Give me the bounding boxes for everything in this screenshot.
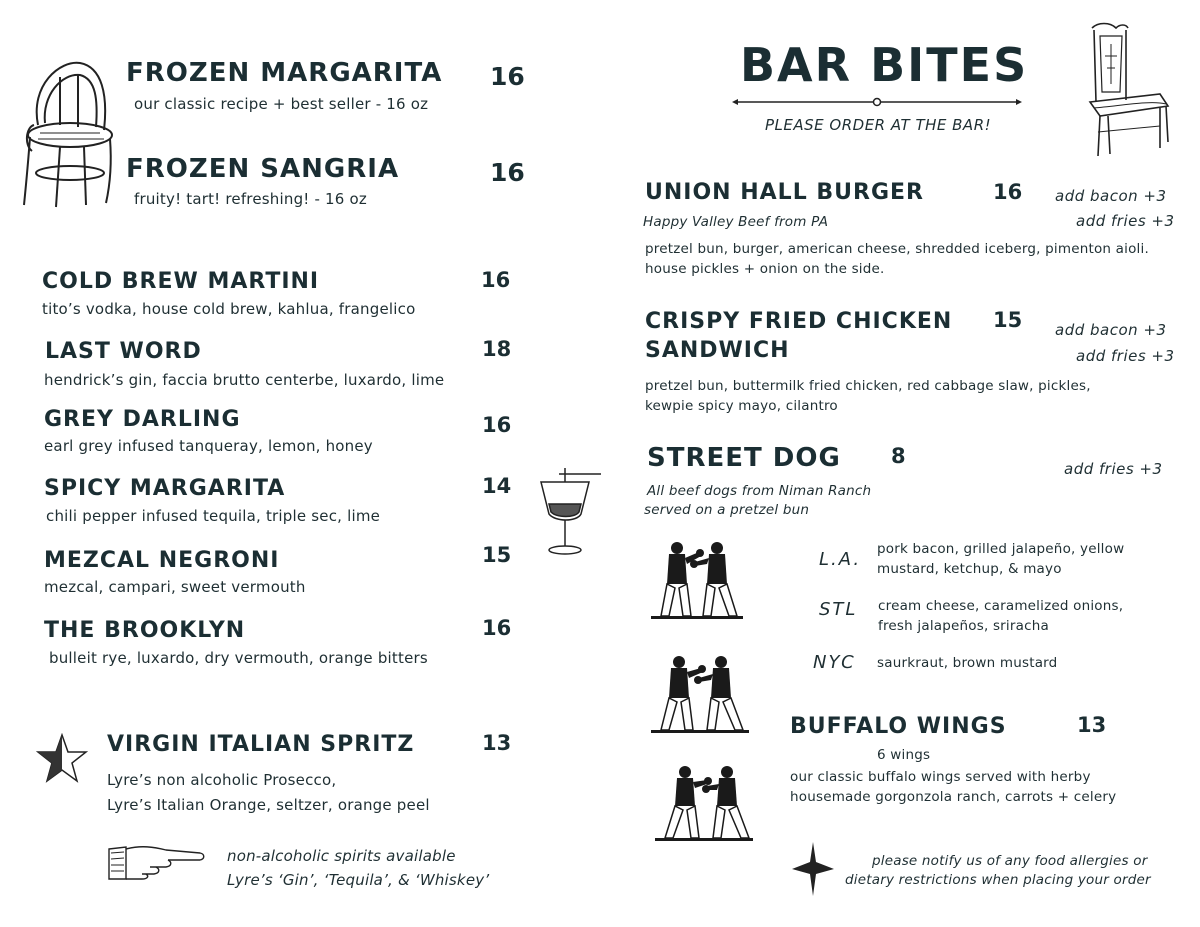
cocktail-glass-icon bbox=[535, 466, 601, 556]
food-source: Happy Valley Beef from PA bbox=[643, 214, 829, 230]
food-name: SANDWICH bbox=[645, 338, 790, 363]
food-description: housemade gorgonzola ranch, carrots + celery bbox=[790, 789, 1117, 805]
drink-description: our classic recipe + best seller - 16 oz bbox=[134, 95, 429, 113]
dog-style-description: saurkraut, brown mustard bbox=[877, 655, 1058, 671]
ornate-chair-icon bbox=[1080, 22, 1172, 162]
dog-style-description: cream cheese, caramelized onions, bbox=[878, 598, 1124, 614]
drink-price: 16 bbox=[490, 158, 525, 187]
drink-description: Lyre’s non alcoholic Prosecco, bbox=[107, 771, 337, 789]
food-name: UNION HALL BURGER bbox=[645, 180, 924, 205]
boxers-icon bbox=[647, 538, 747, 620]
food-description: our classic buffalo wings served with herby bbox=[790, 769, 1091, 785]
addon-fries: add fries +3 bbox=[1076, 212, 1175, 230]
dog-style-description: pork bacon, grilled jalapeño, yellow bbox=[877, 541, 1125, 557]
drink-description: earl grey infused tanqueray, lemon, honey bbox=[44, 437, 373, 455]
drink-description: chili pepper infused tequila, triple sec, lime bbox=[46, 507, 381, 525]
na-note: Lyre’s ‘Gin’, ‘Tequila’, & ‘Whiskey’ bbox=[227, 871, 490, 889]
addon-fries: add fries +3 bbox=[1064, 460, 1163, 478]
food-source: served on a pretzel bun bbox=[644, 502, 810, 518]
dog-style-description: mustard, ketchup, & mayo bbox=[877, 561, 1062, 577]
drink-price: 16 bbox=[482, 616, 512, 640]
drink-name: MEZCAL NEGRONI bbox=[44, 548, 280, 573]
food-price: 13 bbox=[1077, 713, 1107, 737]
dog-style-description: fresh jalapeños, sriracha bbox=[878, 618, 1049, 634]
dog-style-city: L.A. bbox=[819, 549, 862, 570]
star-icon bbox=[36, 733, 88, 785]
food-description: kewpie spicy mayo, cilantro bbox=[645, 398, 838, 414]
drink-description: tito’s vodka, house cold brew, kahlua, frangelico bbox=[42, 300, 416, 318]
food-count: 6 wings bbox=[877, 747, 931, 763]
food-price: 15 bbox=[993, 308, 1023, 332]
na-note: non-alcoholic spirits available bbox=[227, 847, 456, 865]
food-description: house pickles + onion on the side. bbox=[645, 261, 885, 277]
food-description: pretzel bun, buttermilk fried chicken, red cabbage slaw, pickles, bbox=[645, 378, 1091, 394]
drink-price: 16 bbox=[490, 62, 525, 91]
allergy-note: dietary restrictions when placing your order bbox=[845, 872, 1151, 888]
drink-description: Lyre’s Italian Orange, seltzer, orange peel bbox=[107, 796, 430, 814]
boxers-icon bbox=[645, 652, 755, 734]
drink-name: FROZEN MARGARITA bbox=[126, 58, 443, 88]
addon-bacon: add bacon +3 bbox=[1055, 321, 1167, 339]
drink-description: bulleit rye, luxardo, dry vermouth, orange bitters bbox=[49, 649, 428, 667]
dog-style-city: STL bbox=[819, 599, 858, 620]
food-name: BUFFALO WINGS bbox=[790, 714, 1007, 739]
drink-name: GREY DARLING bbox=[44, 407, 241, 432]
page-subtitle: PLEASE ORDER AT THE BAR! bbox=[765, 116, 992, 134]
food-source: All beef dogs from Niman Ranch bbox=[647, 483, 872, 499]
drink-price: 15 bbox=[482, 543, 512, 567]
page-title: BAR BITES bbox=[740, 38, 1029, 92]
food-description: pretzel bun, burger, american cheese, shredded iceberg, pimenton aioli. bbox=[645, 241, 1149, 257]
drink-price: 14 bbox=[482, 474, 512, 498]
drink-name: LAST WORD bbox=[45, 339, 202, 364]
drink-description: hendrick’s gin, faccia brutto centerbe, luxardo, lime bbox=[44, 371, 445, 389]
addon-bacon: add bacon +3 bbox=[1055, 187, 1167, 205]
drink-description: mezcal, campari, sweet vermouth bbox=[44, 578, 306, 596]
addon-fries: add fries +3 bbox=[1076, 347, 1175, 365]
drink-name: SPICY MARGARITA bbox=[44, 476, 286, 501]
burst-star-icon bbox=[792, 842, 834, 896]
allergy-note: please notify us of any food allergies or bbox=[872, 853, 1148, 869]
drink-name: THE BROOKLYN bbox=[44, 618, 246, 643]
drink-name: COLD BREW MARTINI bbox=[42, 269, 320, 294]
pointing-hand-icon bbox=[106, 841, 206, 883]
food-price: 8 bbox=[891, 444, 906, 468]
title-divider bbox=[732, 96, 1022, 108]
food-name: CRISPY FRIED CHICKEN bbox=[645, 309, 953, 334]
drink-description: fruity! tart! refreshing! - 16 oz bbox=[134, 190, 367, 208]
drink-price: 18 bbox=[482, 337, 512, 361]
bentwood-chair-icon bbox=[20, 55, 115, 210]
dog-style-city: NYC bbox=[813, 652, 856, 673]
drink-price: 13 bbox=[482, 731, 512, 755]
food-name: STREET DOG bbox=[647, 443, 841, 473]
boxers-icon bbox=[649, 762, 759, 842]
drink-name: VIRGIN ITALIAN SPRITZ bbox=[107, 732, 415, 757]
drink-price: 16 bbox=[481, 268, 511, 292]
food-price: 16 bbox=[993, 180, 1023, 204]
drink-price: 16 bbox=[482, 413, 512, 437]
drink-name: FROZEN SANGRIA bbox=[126, 154, 400, 184]
